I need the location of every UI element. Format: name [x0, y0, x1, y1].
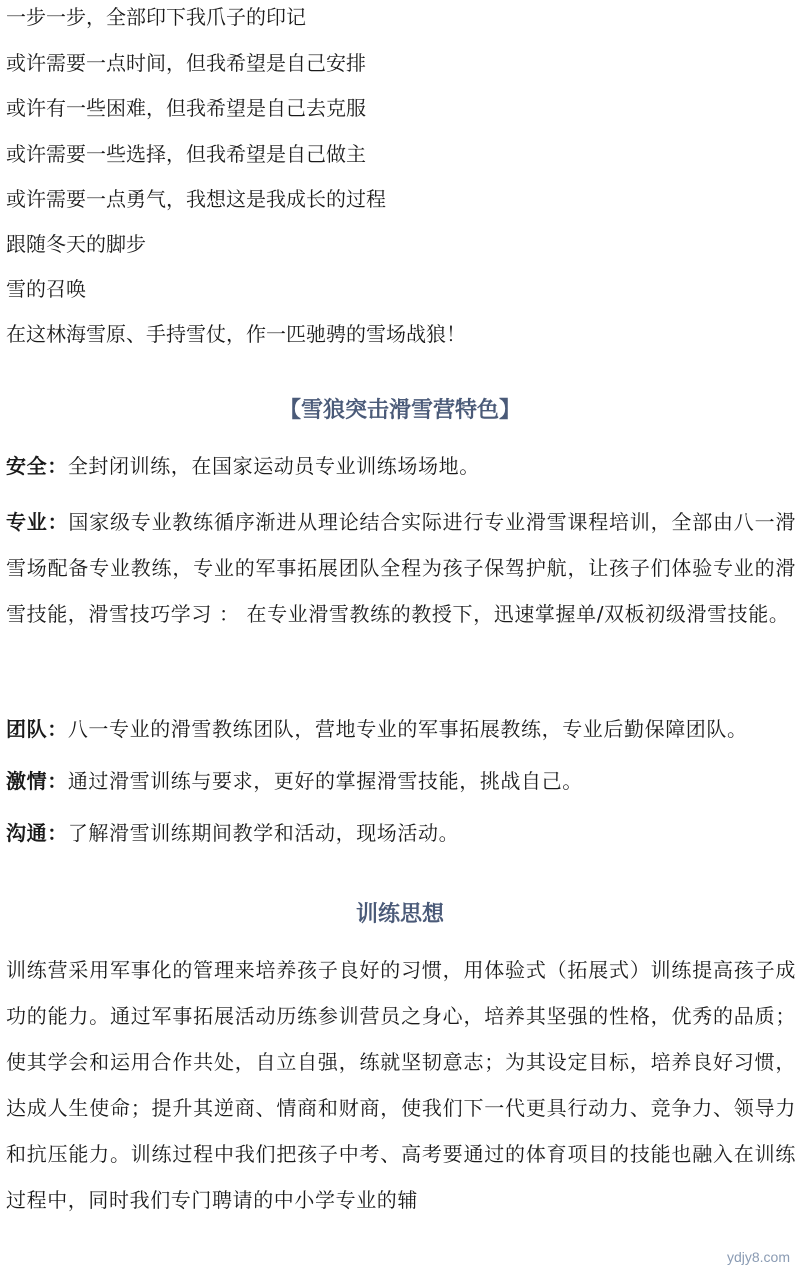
feature-safety	[6, 443, 796, 489]
feature-label: 激情：	[6, 769, 68, 793]
intro-line: 跟随冬天的脚步	[6, 232, 146, 256]
feature-label: 专业：	[6, 510, 69, 534]
intro-line: 或许需要一点时间，但我希望是自己安排	[6, 51, 366, 75]
feature-passion	[6, 758, 796, 804]
intro-line: 一步一步，全部印下我爪子的印记	[6, 5, 306, 29]
intro-line: 在这林海雪原、手持雪仗，作一匹驰骋的雪场战狼！	[6, 322, 466, 346]
feature-label: 安全：	[6, 454, 68, 478]
feature-text: 八一专业的滑雪教练团队，营地专业的军事拓展教练，专业后勤保障团队。	[67, 717, 748, 741]
training-heading: 训练思想	[355, 902, 444, 927]
intro-line: 雪的召唤	[6, 277, 86, 301]
training-paragraph: 训练营采用军事化的管理来培养孩子良好的习惯，用体验式（拓展式）训练提高孩子成功的能力。通过军事拓展活动历练参训营员之身心，培养其坚强的性格，优秀的品质；使其学会和运用合作共处，自立自强，练就坚韧意志；为其设定目标，培养良好习惯，达成人生使命；提升其逆商、情商和财商，使我们下一代更具行动力、竞争力、领导力和抗压能力。训练过程中我们把孩子中考、高考要通过的体育项目的技能也融入在训练过程中，同时我们专门聘请的中小学专业的辅	[6, 958, 796, 1212]
intro-line: 或许需要一点勇气，我想这是我成长的过程	[6, 187, 386, 211]
feature-label: 团队：	[6, 717, 68, 741]
watermark: ydjy8.com	[726, 1249, 790, 1265]
feature-label: 沟通：	[6, 821, 68, 845]
feature-team	[6, 706, 796, 752]
intro-line: 或许需要一些选择，但我希望是自己做主	[6, 142, 366, 166]
feature-text: 了解滑雪训练期间教学和活动，现场活动。	[67, 821, 460, 845]
feature-text: 通过滑雪训练与要求，更好的掌握滑雪技能，挑战自己。	[67, 769, 583, 793]
feature-text: 国家级专业教练循序渐进从理论结合实际进行专业滑雪课程培训，全部由八一滑雪场配备专业教练，专业的军事拓展团队全程为孩子保驾护航，让孩子们体验专业的滑雪技能，滑雪技巧学习 ： 在专业滑雪教练的教授下，迅速掌握单/双板初级滑雪技能。	[6, 510, 796, 626]
feature-professional	[6, 499, 796, 637]
feature-text: 全封闭训练，在国家运动员专业训练场场地。	[67, 454, 480, 478]
intro-line: 或许有一些困难，但我希望是自己去克服	[6, 96, 366, 120]
feature-communication	[6, 810, 796, 856]
features-heading: 【雪狼突击滑雪营特色】	[278, 398, 521, 423]
